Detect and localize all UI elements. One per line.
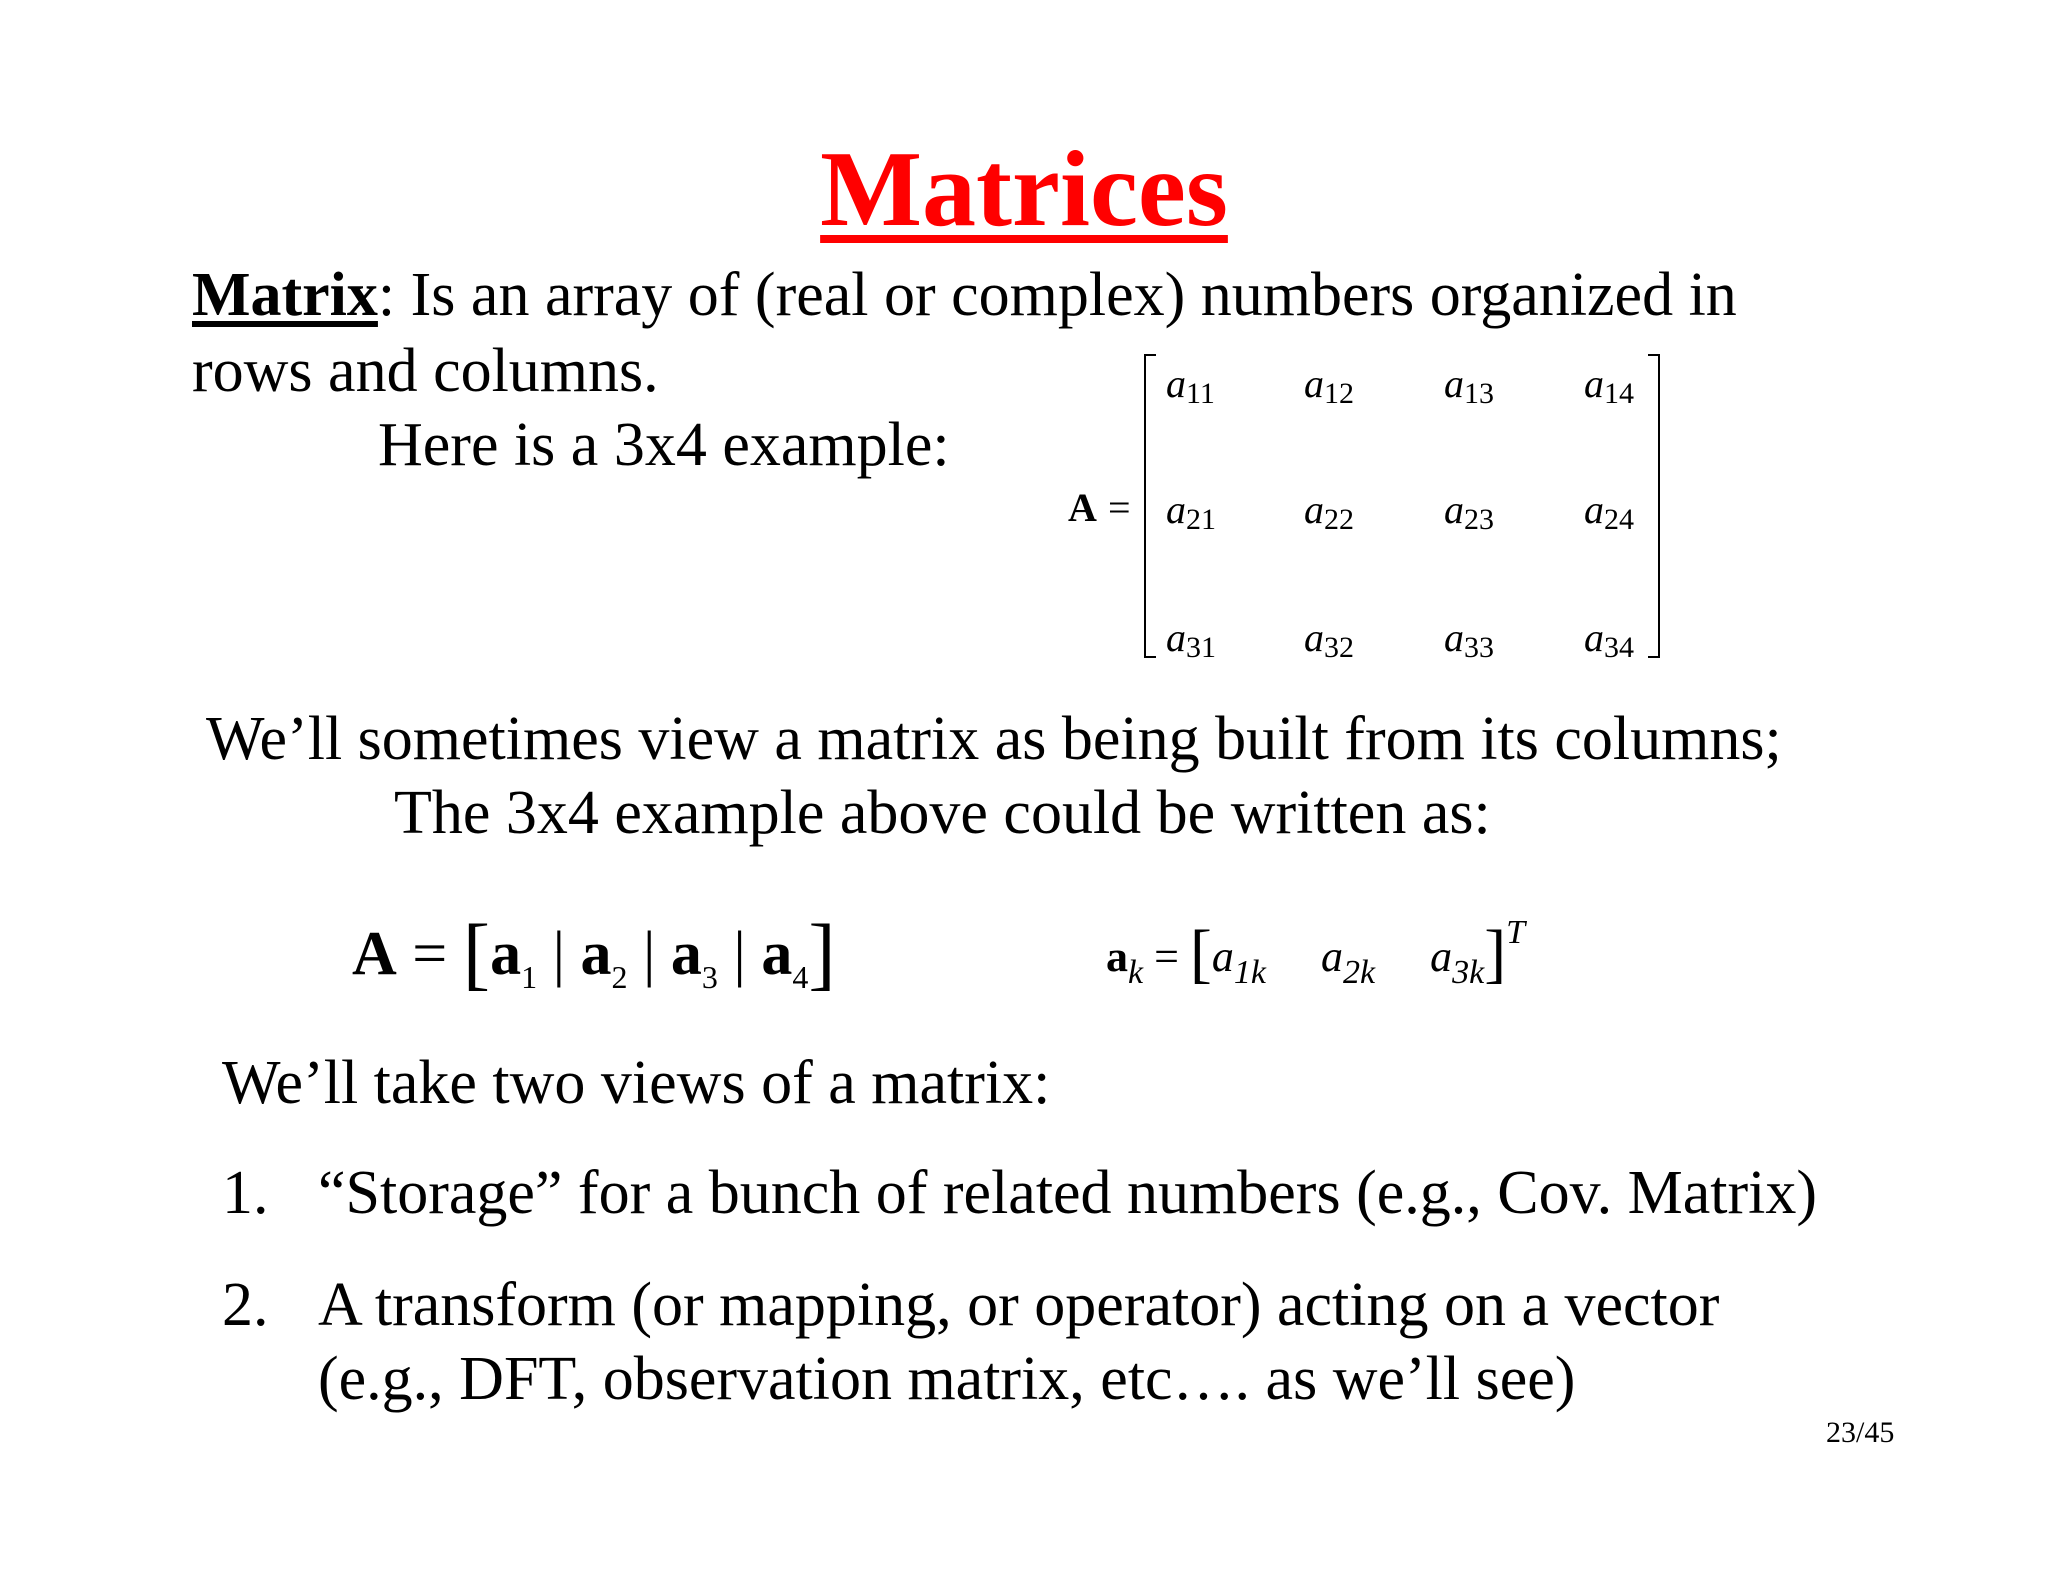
matrix-entry-base: a [1304, 361, 1324, 406]
column-sub-2: 2 [611, 959, 628, 995]
matrix-entry-2-1 [1166, 487, 1216, 536]
column-symbol-4: a [761, 920, 793, 988]
matrix-entry-base: a [1166, 487, 1186, 532]
matrix-entry-3-1 [1166, 615, 1216, 664]
matrix-entry-base: a [1444, 615, 1464, 660]
matrix-entry-1-2 [1304, 361, 1354, 410]
matrix-entry-sub: 31 [1186, 631, 1216, 664]
column-separator-3: | [733, 920, 746, 988]
definition-term: Matrix [192, 261, 378, 329]
matrix-entry-2-3 [1444, 487, 1494, 536]
matrix-entry-2-2 [1304, 487, 1354, 536]
column-form-equals: = [412, 920, 448, 988]
matrix-entry-base: a [1304, 487, 1324, 532]
matrix-entry-base: a [1584, 615, 1604, 660]
ak-entry-1: a [1211, 932, 1234, 981]
matrix-entry-sub: 34 [1604, 631, 1634, 664]
matrix-left-bracket [1144, 354, 1156, 658]
matrix-entry-1-4 [1584, 361, 1634, 410]
matrix-entry-sub: 32 [1324, 631, 1354, 664]
matrix-equals: = [1108, 485, 1131, 530]
column-symbol-1: a [490, 920, 522, 988]
column-symbol-3: a [670, 920, 702, 988]
matrix-entry-base: a [1444, 487, 1464, 532]
view-item-2-text-line-1: A transform (or mapping, or operator) acting on a vector [318, 1271, 1720, 1339]
matrix-entry-sub: 22 [1324, 503, 1354, 536]
column-sub-3: 3 [701, 959, 718, 995]
ak-lhs: a [1106, 932, 1128, 981]
column-form-open-bracket: [ [462, 907, 491, 998]
view-item-1-text: “Storage” for a bunch of related numbers (e.g., Cov. Matrix) [318, 1159, 1817, 1227]
column-form-lhs: A [352, 920, 397, 988]
views-intro: We’ll take two views of a matrix: [222, 1049, 1051, 1117]
matrix-entry-1-1 [1166, 361, 1215, 410]
matrix-entry-sub: 21 [1186, 503, 1216, 536]
columns-view-line-2: The 3x4 example above could be written as: [394, 779, 1491, 847]
matrix-A [0, 0, 2048, 700]
ak-open-bracket: [ [1189, 917, 1212, 990]
column-form-equation [352, 907, 836, 998]
matrix-entry-sub: 14 [1604, 377, 1634, 410]
matrix-entry-sub: 13 [1464, 377, 1494, 410]
definition-line-2: rows and columns. [192, 337, 659, 405]
matrix-entry-sub: 24 [1604, 503, 1634, 536]
matrix-entry-base: a [1304, 615, 1324, 660]
slide-title-text: Matrices [820, 130, 1228, 249]
column-symbol-2: a [580, 920, 612, 988]
columns-view-line-1: We’ll sometimes view a matrix as being built from its columns; [206, 705, 1782, 773]
matrix-entry-base: a [1166, 615, 1186, 660]
matrix-entry-sub: 11 [1186, 377, 1215, 410]
ak-form-equation [1106, 916, 1525, 990]
matrix-entry-base: a [1584, 487, 1604, 532]
ak-entry-2-sub: 2k [1343, 954, 1376, 991]
ak-entry-1-sub: 1k [1233, 954, 1266, 991]
view-item-1-number: 1. [222, 1159, 269, 1227]
matrix-right-bracket [1648, 354, 1660, 658]
ak-close-bracket: ] [1484, 917, 1507, 990]
ak-entry-3: a [1430, 932, 1453, 981]
matrix-entry-2-4 [1584, 487, 1634, 536]
matrix-entry-base: a [1444, 361, 1464, 406]
matrix-entry-sub: 33 [1464, 631, 1494, 664]
column-sub-4: 4 [792, 959, 809, 995]
view-item-2-number: 2. [222, 1271, 269, 1339]
matrix-entry-3-2 [1304, 615, 1354, 664]
example-intro: Here is a 3x4 example: [378, 411, 950, 479]
matrix-entry-base: a [1166, 361, 1186, 406]
ak-transpose: T [1506, 914, 1526, 951]
matrix-entry-sub: 12 [1324, 377, 1354, 410]
ak-equals: = [1154, 932, 1179, 981]
matrix-entry-base: a [1584, 361, 1604, 406]
ak-entry-3-sub: 3k [1452, 954, 1485, 991]
ak-entry-2: a [1321, 932, 1343, 981]
column-form-close-bracket: ] [808, 907, 836, 998]
column-separator-2: | [642, 920, 656, 988]
column-sub-1: 1 [521, 959, 538, 995]
matrix-entry-3-4 [1584, 615, 1634, 664]
column-separator-1: | [552, 920, 565, 988]
matrix-entry-sub: 23 [1464, 503, 1494, 536]
view-item-2-text-line-2: (e.g., DFT, observation matrix, etc…. as we’ll see) [318, 1345, 1576, 1413]
matrix-entry-1-3 [1444, 361, 1494, 410]
matrix-label: A [1068, 485, 1097, 530]
matrix-entry-3-3 [1444, 615, 1494, 664]
ak-lhs-sub: k [1128, 954, 1144, 991]
definition-text: : Is an array of (real or complex) numbers organized in [377, 261, 1737, 329]
page-number: 23/45 [1826, 1416, 1895, 1449]
